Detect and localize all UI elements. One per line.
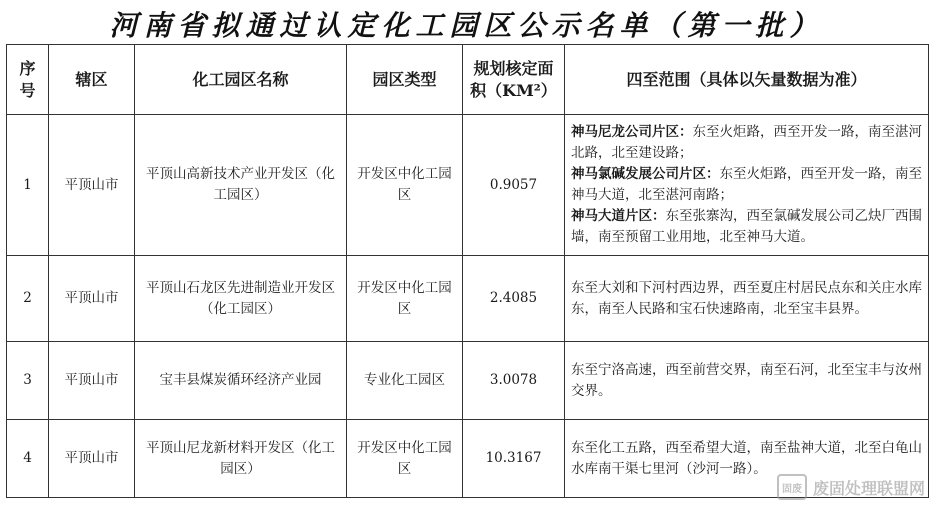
table-header-row (7, 45, 929, 115)
watermark-logo-icon: 固废 (777, 474, 807, 500)
cell-region: 平顶山市 (49, 256, 135, 342)
cell-bounds: 东至宁洛高速，西至前营交界，南至石河，北至宝丰与汝州交界。 (565, 342, 929, 420)
cell-park-type: 开发区中化工园区 (347, 256, 463, 342)
header-area: 规划核定面积（KM²） (463, 45, 565, 115)
cell-area: 2.4085 (463, 256, 565, 342)
header-no: 序号 (7, 45, 49, 115)
cell-region: 平顶山市 (49, 420, 135, 498)
bounds-part-label: 神马大道片区： (571, 208, 666, 224)
cell-area: 0.9057 (463, 115, 565, 256)
bounds-part-text: 东至火炬路，西至开发一路，南至湛河北路，北至建设路； (571, 124, 922, 161)
header-park-name: 化工园区名称 (135, 45, 347, 115)
watermark-text: 废固处理联盟网 (812, 478, 925, 498)
cell-park-name: 宝丰县煤炭循环经济产业园 (135, 342, 347, 420)
cell-no: 2 (7, 256, 49, 342)
bounds-part-text: 东至张寨沟，西至氯碱发展公司乙炔厂西围墙，南至预留工业用地，北至神马大道。 (571, 208, 922, 245)
cell-region: 平顶山市 (49, 342, 135, 420)
cell-bounds: 东至化工五路，西至希望大道，南至盐神大道，北至白龟山水库南干渠七里河（沙河一路）。 (565, 420, 929, 498)
cell-park-type: 专业化工园区 (347, 342, 463, 420)
table-row (7, 256, 929, 342)
cell-bounds (565, 115, 929, 256)
header-park-type: 园区类型 (347, 45, 463, 115)
table-row (7, 342, 929, 420)
bounds-part (571, 122, 922, 164)
cell-park-type: 开发区中化工园区 (347, 420, 463, 498)
cell-region: 平顶山市 (49, 115, 135, 256)
cell-area: 3.0078 (463, 342, 565, 420)
header-region: 辖区 (49, 45, 135, 115)
cell-no: 4 (7, 420, 49, 498)
cell-area: 10.3167 (463, 420, 565, 498)
bounds-part (571, 206, 922, 248)
bounds-part-text: 东至火炬路，西至开发一路，南至神马大道，北至湛河南路； (571, 166, 922, 203)
page-title: 河南省拟通过认定化工园区公示名单（第一批） (109, 9, 824, 42)
cell-park-name: 平顶山高新技术产业开发区（化工园区） (135, 115, 347, 256)
bounds-part-label: 神马尼龙公司片区： (571, 124, 693, 140)
table-row (7, 115, 929, 256)
cell-park-type: 开发区中化工园区 (347, 115, 463, 256)
cell-park-name: 平顶山石龙区先进制造业开发区（化工园区） (135, 256, 347, 342)
cell-no: 3 (7, 342, 49, 420)
bounds-part-label: 神马氯碱发展公司片区： (571, 166, 720, 182)
header-bounds: 四至范围（具体以矢量数据为准） (565, 45, 929, 115)
cell-no: 1 (7, 115, 49, 256)
bounds-part (571, 164, 922, 206)
park-list-table (6, 44, 929, 498)
watermark (777, 474, 925, 500)
cell-park-name: 平顶山尼龙新材料开发区（化工园区） (135, 420, 347, 498)
cell-bounds: 东至大刘和下河村西边界，西至夏庄村居民点东和关庄水库东，南至人民路和宝石快速路南，北至宝丰县界。 (565, 256, 929, 342)
